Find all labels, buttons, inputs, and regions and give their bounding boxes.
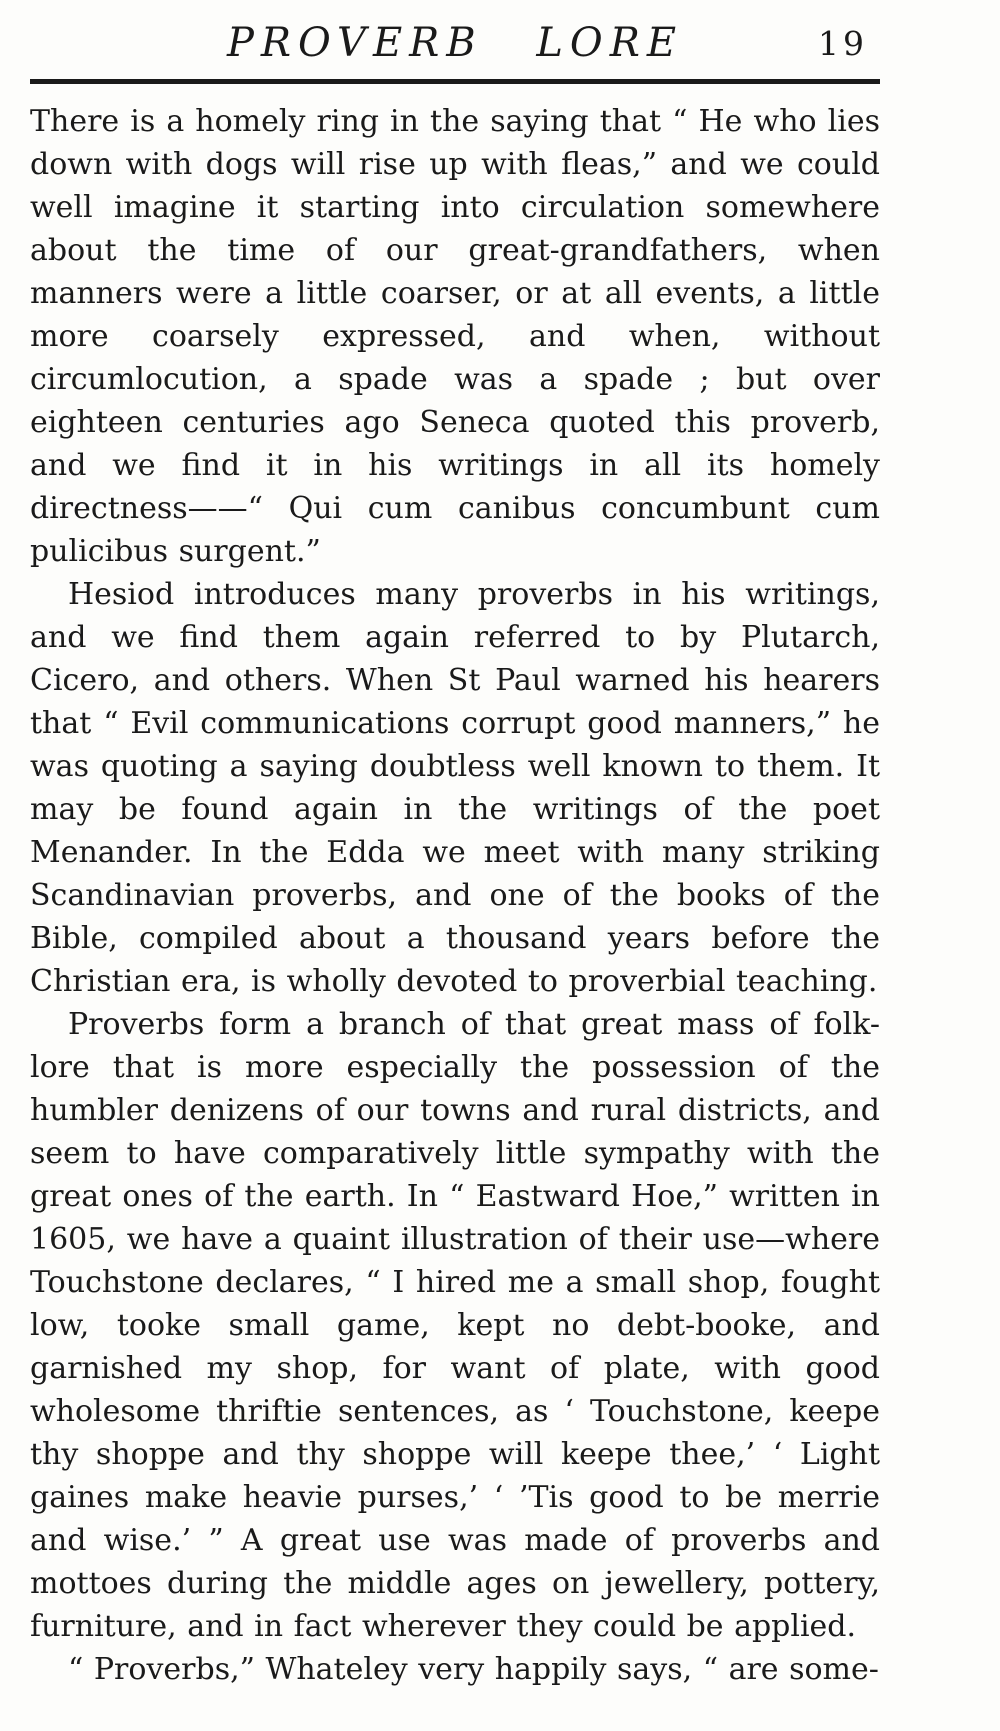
paragraph-1: There is a homely ring in the saying that “ He who lies down with dogs will rise up with fleas,” and we could well imagine it starting into circulation somewhere about the time of our great-grandfathers, when manners were a little coarser, or at all events, a little more coarsely expressed, and when, without circumlocution, a spade was a spade ; but over eighteen centuries ago Seneca quoted this proverb, and we find it in his writings in all its homely directness——“ Qui cum canibus concumbunt cum pulicibus surgent.” xyxy=(30,104,880,569)
page-body xyxy=(30,100,880,1691)
paragraph-2: Hesiod introduces many proverbs in his writings, and we find them again referred to by Plutarch, Cicero, and others. When St Paul warned his hearers that “ Evil communications corrupt good manners,” he was quoting a saying doubtless well known to them. It may be found again in the writings of the poet Menander. In the Edda we meet with many striking Scandinavian proverbs, and one of the books of the Bible, compiled about a thousand years before the Christian era, is wholly devoted to proverbial teaching. xyxy=(30,577,880,999)
paragraph-4: “ Proverbs,” Whateley very happily says, “ are some- xyxy=(68,1652,879,1687)
header-rule xyxy=(30,79,880,84)
page-title: PROVERB LORE xyxy=(226,20,684,66)
page-number: 19 xyxy=(818,24,868,63)
paragraph-3: Proverbs form a branch of that great mass of folk-lore that is more especially the possession of the humbler denizens of our towns and rural districts, and seem to have comparatively little sympathy with the great ones of the earth. In “ Eastward Hoe,” written in 1605, we have a quaint illustration of their use—where Touchstone declares, “ I hired me a small shop, fought low, tooke small game, kept no debt-booke, and garnished my shop, for want of plate, with good wholesome thriftie sentences, as ‘ Touchstone, keepe thy shoppe and thy shoppe will keepe thee,’ ‘ Light gaines make heavie purses,’ ‘ ’Tis good to be merrie and wise.’ ” A great use was made of proverbs and mottoes during the middle ages on jewellery, pottery, furniture, and in fact wherever they could be applied. xyxy=(30,1007,880,1644)
page-header xyxy=(30,16,880,70)
